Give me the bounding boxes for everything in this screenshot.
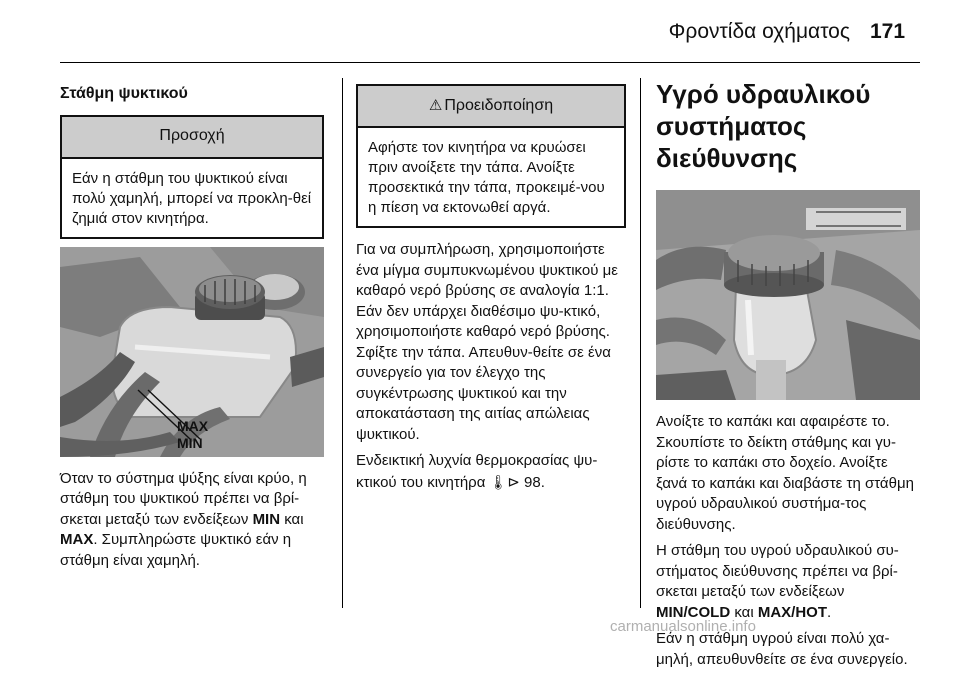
- text-run: .: [827, 603, 832, 621]
- coolant-temp-paragraph: [356, 451, 626, 493]
- warning-title: Προειδοποίηση: [444, 96, 554, 114]
- check-fluid-paragraph: Ανοίξτε το καπάκι και αφαιρέστε το. Σκουπίστε το δείκτη στάθμης και γυ-ρίστε το καπάκι στο δοχείο. Ανοίξτε ξανά το καπάκι και διαβάστε τη στάθμη υγρού υδραυλικού συστήμα-τος διεύθυνσης.: [656, 413, 914, 533]
- power-steering-reservoir-photo: [656, 190, 920, 400]
- caution-text: Εάν η στάθμη του ψυκτικού είναι πολύ χαμηλή, μπορεί να προκλη-θεί ζημιά στον κινητήρα.: [72, 169, 312, 227]
- min-label: MIN: [252, 510, 281, 528]
- text-run: Η στάθμη του υγρού υδραυλικού συ-στήματος διεύθυνσης πρέπει να βρί-σκεται μεταξύ των ενδείξεων: [656, 542, 899, 600]
- coolant-reservoir-photo: [60, 247, 324, 457]
- coolant-reservoir-illustration: [60, 247, 324, 457]
- left-column: [60, 84, 324, 577]
- page-header-title: Φροντίδα οχήματος: [668, 20, 850, 43]
- max-hot-label: MAX/HOT: [757, 603, 827, 621]
- text-run: Όταν το σύστημα ψύξης είναι κρύο, η στάθμη του ψυκτικού πρέπει να βρί-σκεται μεταξύ των ενδείξεων: [60, 469, 307, 528]
- column-divider-left: [342, 78, 343, 608]
- text-run: Ενδεικτική λυχνία θερμοκρασίας ψυ-κτικού του κινητήρα: [356, 452, 598, 491]
- warning-title-bar: [358, 86, 624, 128]
- watermark: carmanualsonline.info: [610, 618, 756, 635]
- middle-column: [356, 84, 626, 499]
- warning-box: [356, 84, 626, 228]
- page-reference-arrow: ⊳: [507, 473, 520, 491]
- column-divider-right: [640, 78, 641, 608]
- low-fluid-paragraph: Εάν η στάθμη υγρού είναι πολύ χα-μηλή, απευθυνθείτε σε ένα συνεργείο.: [656, 630, 908, 668]
- max-label: MAX: [60, 531, 94, 548]
- coolant-level-paragraph: [60, 469, 324, 572]
- text-run: και: [280, 510, 304, 528]
- text-run: και: [730, 603, 758, 621]
- caution-title: Προσοχή: [62, 117, 322, 159]
- refill-paragraph: Για να συμπλήρωση, χρησιμοποιήστε ένα μίγμα συμπυκνωμένου ψυκτικού με καθαρό νερό βρύσης σε αναλογία 1:1. Εάν δεν υπάρχει διαθέσιμο ψυ-κτικό, χρησιμοποιήστε καθαρό νερό βρύσης. Σφίξτε την τάπα. Απευθυν-θείτε σε ένα συνεργείο για τον έλεγχο της συγκέντρωσης ψυκτικού και την αποκατάσταση της αιτίας απώλειας ψυκτικού.: [356, 241, 618, 443]
- power-steering-fluid-heading: Υγρό υδραυλικού συστήματος διεύθυνσης: [656, 79, 871, 173]
- coolant-level-heading: Στάθμη ψυκτικού: [60, 85, 188, 102]
- warning-text: Αφήστε τον κινητήρα να κρυώσει πριν ανοίξετε την τάπα. Ανοίξτε προσεκτικά την τάπα, προκειμέ-νου η πίεση να εκτονωθεί αργά.: [368, 139, 605, 216]
- fluid-level-paragraph: [656, 541, 920, 623]
- coolant-temperature-icon: 🌡: [489, 473, 508, 490]
- max-mark-label: MAX: [177, 417, 209, 434]
- header-divider: [60, 62, 920, 63]
- power-steering-reservoir-illustration: [656, 190, 920, 400]
- page-reference: 98.: [519, 473, 545, 491]
- min-cold-label: MIN/COLD: [656, 603, 731, 621]
- warning-triangle-icon: ⚠: [428, 96, 443, 114]
- right-column: [656, 78, 920, 676]
- text-run: . Συμπληρώστε ψυκτικό εάν η στάθμη είναι χαμηλή.: [60, 531, 292, 569]
- page-number: 171: [870, 20, 906, 43]
- caution-box: [60, 115, 324, 239]
- min-mark-label: MIN: [177, 434, 203, 451]
